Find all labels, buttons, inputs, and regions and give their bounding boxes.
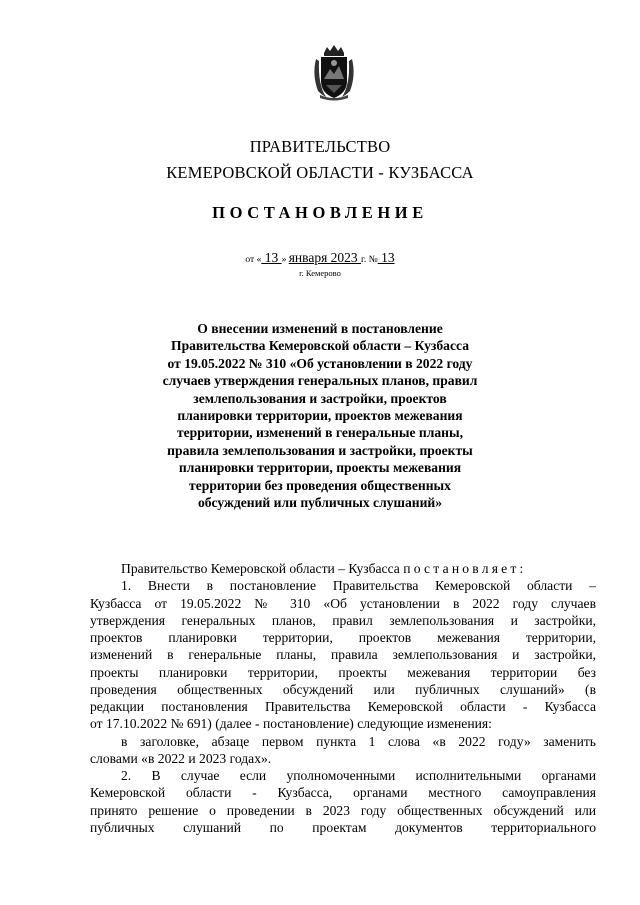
date-day: 13: [261, 250, 282, 265]
body-line: проведения общественных обсуждений или публичных слушаний» (в: [90, 681, 596, 697]
date-month-year: января 2023: [288, 250, 362, 265]
date-suffix: г. №: [361, 255, 378, 265]
document-body: [90, 560, 596, 836]
subject-line: территории, изменений в генеральные планы,: [176, 425, 464, 441]
date-prefix: от «: [245, 255, 262, 265]
body-line: проекты планировки территории, проекты межевания территории без: [90, 664, 596, 680]
government-name-line2: КЕМЕРОВСКОЙ ОБЛАСТИ - КУЗБАССА: [166, 163, 474, 182]
subject-line: случаев утверждения генеральных планов, правил: [162, 373, 478, 389]
document-number: 13: [377, 250, 395, 265]
subject-line: планировки территории, проектов межевания: [177, 408, 463, 424]
document-type-title: ПОСТАНОВЛЕНИЕ: [212, 203, 428, 222]
intro-text: Правительство Кемеровской области – Кузбасса: [121, 561, 400, 576]
subject-line: планировки территории, проекты межевания: [178, 460, 462, 476]
intro-spaced-word: постановляет:: [403, 561, 527, 576]
subject-line: территории без проведения общественных: [189, 477, 451, 493]
subject-line: землепользования и застройки, проектов: [193, 390, 447, 406]
body-line: изменений в генеральные планы, правила землепользования и застройки,: [90, 647, 596, 663]
coat-of-arms-emblem: [312, 45, 356, 101]
subject-line: правила землепользования и застройки, проекты: [167, 442, 473, 458]
document-subject: [150, 320, 490, 511]
subject-line: О внесении изменений в постановление: [197, 321, 443, 336]
subject-line: Правительства Кемеровской области – Кузбасса: [171, 338, 469, 354]
body-intro: [90, 560, 596, 577]
body-line: публичных слушаний по проектам документов территориального: [90, 819, 596, 835]
subject-line: обсуждений или публичных слушаний»: [197, 495, 443, 511]
subject-line: от 19.05.2022 № 310 «Об установлении в 2022 году: [167, 355, 473, 371]
government-name-line1: ПРАВИТЕЛЬСТВО: [249, 137, 391, 156]
body-line: от 17.10.2022 № 691) (далее - постановление) следующие изменения:: [90, 716, 492, 732]
body-line: 2. В случае если уполномоченными исполнительными органами: [121, 768, 596, 783]
body-line: Кемеровской области - Кузбасса, органами местного самоуправления: [90, 785, 596, 801]
date-mid: »: [281, 255, 289, 265]
body-line: проектов планировки территории, проектов межевания территории,: [90, 630, 596, 645]
body-line: утверждения генеральных планов, правил землепользования и застройки,: [90, 612, 596, 628]
body-line: словами «в 2022 и 2023 годах».: [90, 750, 272, 766]
body-line: Кузбасса от 19.05.2022 № 310 «Об установлении в 2022 году случаев: [90, 595, 596, 611]
city-label: г. Кемерово: [299, 268, 341, 278]
body-line: 1. Внести в постановление Правительства Кемеровской области –: [121, 578, 596, 594]
date-number-line: [0, 250, 640, 266]
body-line: редакции постановления Правительства Кемеровской области - Кузбасса: [90, 699, 596, 714]
body-line: в заголовке, абзаце первом пункта 1 слова «в 2022 году» заменить: [121, 733, 596, 749]
body-line: принято решение о проведении в 2023 году общественных обсуждений или: [90, 802, 596, 818]
